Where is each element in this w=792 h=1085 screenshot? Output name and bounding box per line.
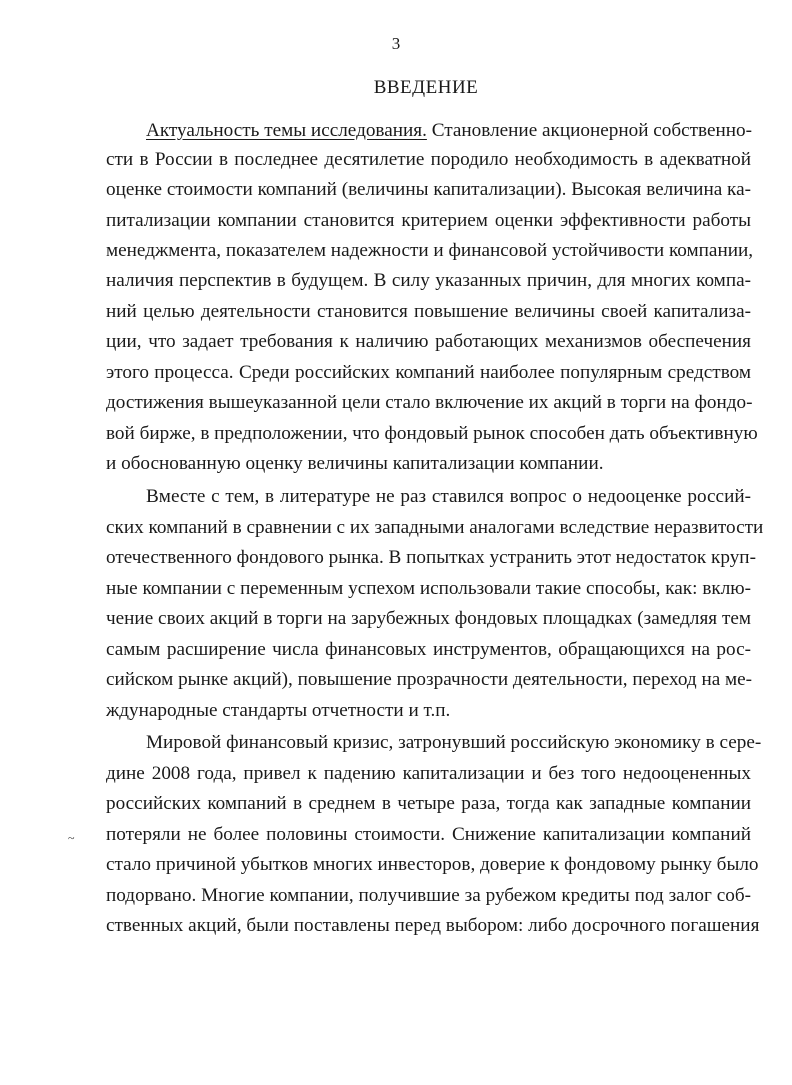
text-line: достижения вышеуказанной цели стало включение их акций в торги на фондо- <box>106 392 753 413</box>
text-line <box>146 118 751 144</box>
text-line: ции, что задает требования к наличию работающих механизмов обеспечения <box>106 331 751 352</box>
page-number: 3 <box>391 34 401 53</box>
text-line: ственных акций, были поставлены перед выбором: либо досрочного погашения <box>106 915 760 936</box>
section-heading: ВВЕДЕНИЕ <box>373 77 479 98</box>
text-line: сийском рынке акций), повышение прозрачности деятельности, переход на ме- <box>106 669 753 690</box>
text-line: ний целью деятельности становится повышение величины своей капитализа- <box>106 301 751 322</box>
text-line: подорвано. Многие компании, получившие за рубежом кредиты под залог соб- <box>106 885 751 906</box>
text-line: ских компаний в сравнении с их западными аналогами вследствие неразвитости <box>106 517 764 538</box>
text-line: самым расширение числа финансовых инструментов, обращающихся на рос- <box>106 639 751 660</box>
text-line-fragment: Становление акционерной собственно- <box>426 120 753 141</box>
text-line: наличия перспектив в будущем. В силу указанных причин, для многих компа- <box>106 270 751 291</box>
text-line: и обоснованную оценку величины капитализации компании. <box>106 453 604 474</box>
text-line: Вместе с тем, в литературе не раз ставился вопрос о недооценке россий- <box>146 486 751 507</box>
text-line: вой бирже, в предположении, что фондовый рынок способен дать объективную <box>106 423 758 444</box>
text-line: стало причиной убытков многих инвесторов, доверие к фондовому рынку было <box>106 854 759 875</box>
text-line: оценке стоимости компаний (величины капитализации). Высокая величина ка- <box>106 179 751 200</box>
topic-relevance-heading: Актуальность темы исследования. <box>146 120 427 141</box>
text-line: ные компании с переменным успехом использовали такие способы, как: вклю- <box>106 578 751 599</box>
text-line: российских компаний в среднем в четыре раза, тогда как западные компании <box>106 793 751 814</box>
text-line: потеряли не более половины стоимости. Снижение капитализации компаний <box>106 824 751 845</box>
text-line: отечественного фондового рынка. В попытках устранить этот недостаток круп- <box>106 547 756 568</box>
text-line: Мировой финансовый кризис, затронувший российскую экономику в сере- <box>146 732 762 753</box>
text-line: ждународные стандарты отчетности и т.п. <box>106 700 451 721</box>
text-line: менеджмента, показателем надежности и финансовой устойчивости компании, <box>106 240 754 261</box>
text-line: дине 2008 года, привел к падению капитализации и без того недооцененных <box>106 763 751 784</box>
text-line: этого процесса. Среди российских компаний наиболее популярным средством <box>106 362 751 383</box>
text-line: чение своих акций в торги на зарубежных фондовых площадках (замедляя тем <box>106 608 751 629</box>
text-line: сти в России в последнее десятилетие породило необходимость в адекватной <box>106 149 751 170</box>
margin-mark: ~ <box>68 831 75 845</box>
text-line: питализации компании становится критерием оценки эффективности работы <box>106 210 751 231</box>
